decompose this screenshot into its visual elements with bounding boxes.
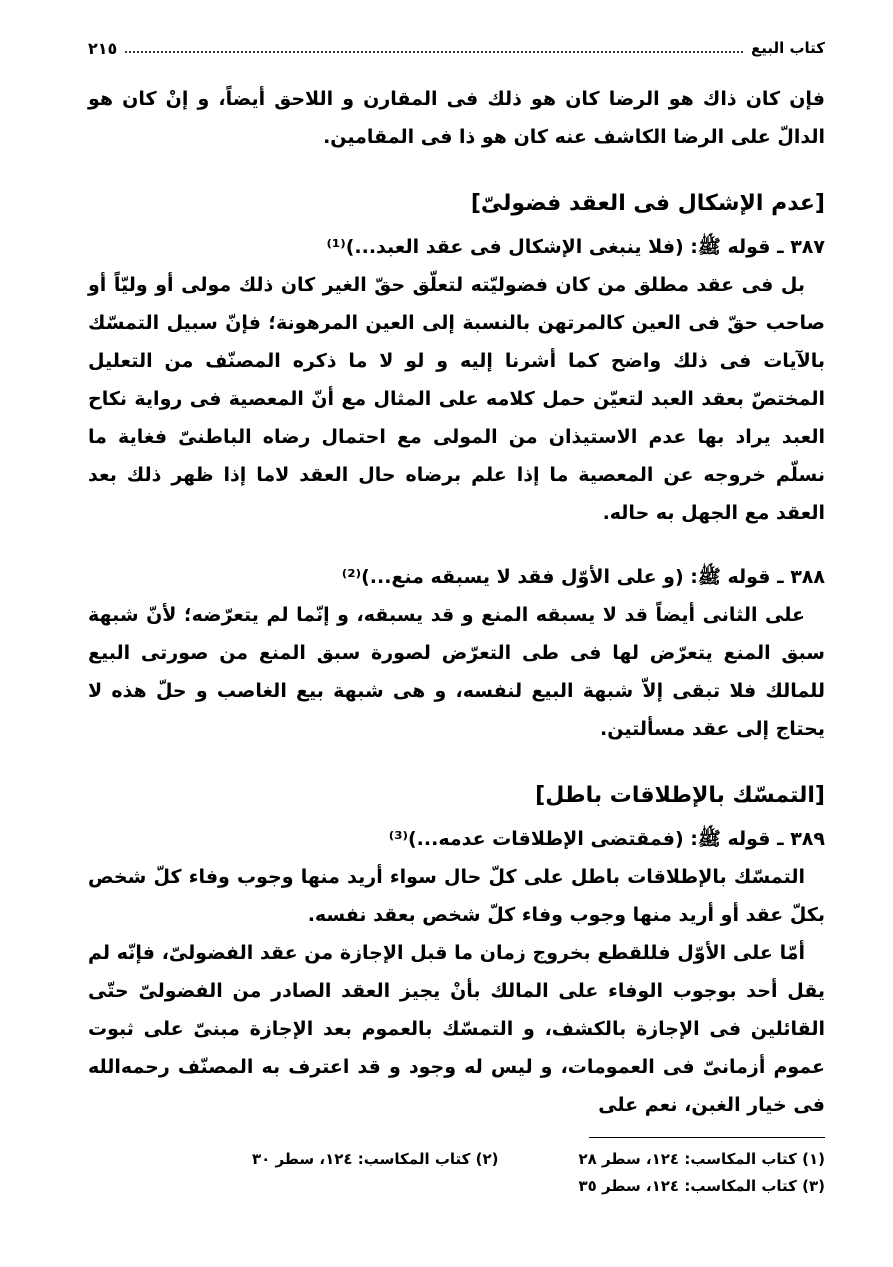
running-header (88, 36, 825, 60)
footnote-3: (٣) كتاب المكاسب: ١٢٤، سطر ٣٥ (578, 1177, 825, 1195)
header-dot-leader (125, 51, 743, 53)
footnote-2: (٢) كتاب المكاسب: ١٢٤، سطر ٣٠ (251, 1150, 499, 1168)
quote-line-387: ٣٨٧ ـ قوله ﷺ: (فلا ينبغى الإشكال فى عقد العبد...)⁽¹⁾ (326, 236, 825, 258)
footnote-separator (589, 1137, 825, 1138)
footnotes (165, 1146, 825, 1200)
section-heading-2: [التمسّك بالإطلاقات باطل] (535, 783, 825, 808)
quote-line-389: ٣٨٩ ـ قوله ﷺ: (فمقتضى الإطلاقات عدمه...)⁽³⁾ (388, 828, 825, 850)
paragraph-388: على الثانى أيضاً قد لا يسبقه المنع و قد يسبقه، و إنّما لم يتعرّضه؛ لأنّ شبهة سبق المنع يتعرّض لها فى طى التعرّض لصورة سبق المنع من صورتى البيع للمالك فلا تبقى إلاّ شبهة البيع لنفسه، و هى شبهة بيع الغاصب و حلّ هذه لا يحتاج إلى عقد مسألتين. (88, 604, 825, 740)
footnote-row-1 (165, 1146, 825, 1173)
quote-line-388: ٣٨٨ ـ قوله ﷺ: (و على الأوّل فقد لا يسبقه منع...)⁽²⁾ (341, 566, 825, 588)
main-text (88, 80, 825, 1124)
page-number: ٢١٥ (88, 38, 118, 58)
footnote-1: (١) كتاب المكاسب: ١٢٤، سطر ٢٨ (578, 1150, 825, 1168)
paragraph-389-b: أمّا على الأوّل فللقطع بخروج زمان ما قبل الإجازة من عقد الفضولىّ، فإنّه لم يقل أحد بوجوب الوفاء على المالك بأنْ يجيز العقد الصادر من الفضولىّ حتّى القائلين فى الإجازة بالكشف، و التمسّك بالعموم بعد الإجازة مبنىّ على ثبوت عموم أزمانىّ فى العمومات، و ليس له وجود و قد اعترف به المصنّف رحمه‌الله فى خيار الغبن، نعم على (88, 942, 825, 1116)
spacer (88, 532, 825, 558)
paragraph-387: بل فى عقد مطلق من كان فضوليّته لتعلّق حقّ الغير كان ذلك مولى أو وليّاً أو صاحب حقّ فى العين كالمرتهن بالنسبة إلى العين المرهونة؛ فإنّ سبيل التمسّك بالآيات فى ذلك واضح كما أشرنا إليه و لو لا ما ذكره المصنّف من التعليل المختصّ بعقد العبد لتعيّن حمل كلامه على المثال مع أنّ المعصية فى رواية نكاح العبد يراد بها عدم الاستيذان من المولى مع احتمال رضاه الباطنىّ فغاية ما نسلّم خروجه عن المعصية ما إذا علم برضاه حال العقد لاما إذا ظهر ذلك بعد العقد مع الجهل به حاله. (88, 274, 825, 524)
section-heading-1: [عدم الإشكال فى العقد فضولىّ] (470, 191, 825, 216)
footnote-row-2 (165, 1173, 825, 1200)
book-title: كتاب البيع (750, 39, 825, 57)
paragraph-intro: فإن كان ذاك هو الرضا كان هو ذلك فى المقارن و اللاحق أيضاً، و إنْ كان هو الدالّ على الرضا الكاشف عنه كان هو ذا فى المقامين. (88, 88, 825, 148)
paragraph-389-a: التمسّك بالإطلاقات باطل على كلّ حال سواء أريد منها وجوب وفاء كلّ شخص بكلّ عقد أو أريد منها وجوب وفاء كلّ شخص بعقد نفسه. (88, 866, 825, 926)
